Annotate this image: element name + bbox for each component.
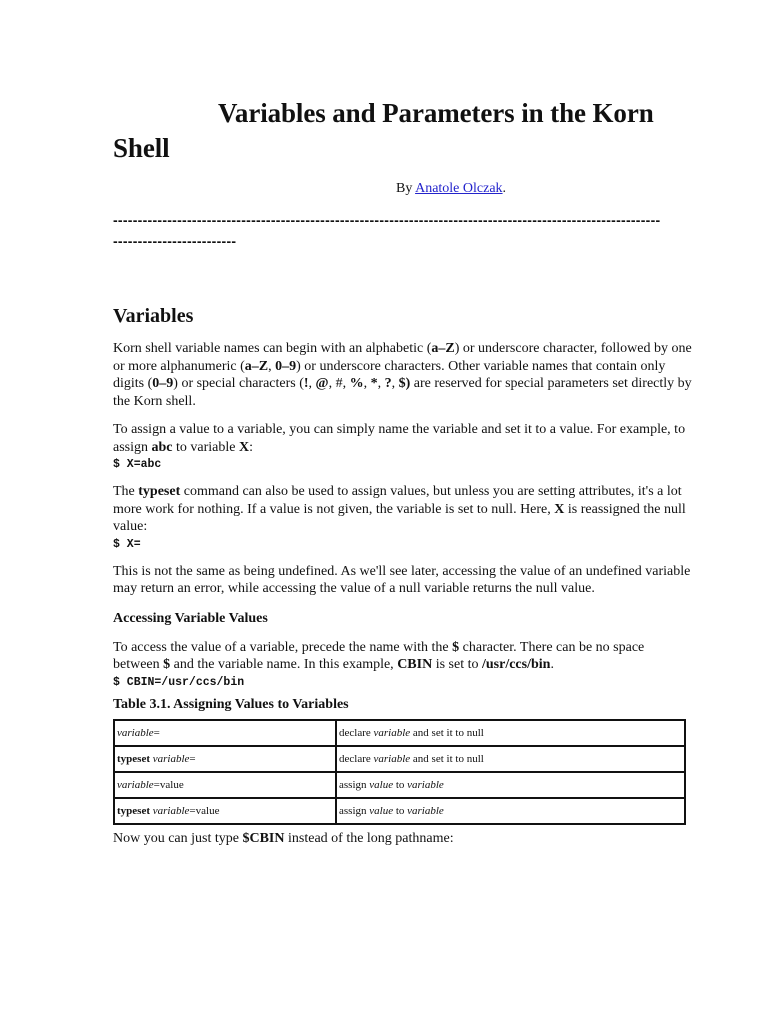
paragraph-typeset: [113, 483, 693, 536]
italic-text: variable: [117, 726, 154, 739]
table-row: [114, 720, 685, 746]
bold-text: @: [315, 376, 329, 391]
text: character. There can be no space between: [113, 639, 645, 672]
italic-text: value: [369, 804, 394, 817]
table-cell-description: [336, 746, 685, 772]
bold-text: $: [452, 639, 460, 655]
bold-text: *: [370, 376, 378, 391]
bold-text: a–Z: [244, 358, 269, 374]
table-cell-description: [336, 720, 685, 746]
text: to: [393, 778, 408, 791]
text: ,: [328, 376, 336, 391]
dashed-rule: ----------------------------------------------------------------------------------------------------------------------------------------: [113, 212, 661, 249]
text: instead of the long pathname:: [284, 830, 454, 846]
author-suffix: .: [502, 181, 507, 196]
table-row: [114, 746, 685, 772]
paragraph-access-value: [113, 639, 693, 674]
code-example-null: $ X=: [113, 537, 141, 551]
text: =value: [189, 804, 220, 817]
document-title: Variables and Parameters in the Korn Shell: [113, 98, 654, 163]
text: ,: [308, 376, 316, 391]
italic-text: variable: [150, 752, 190, 765]
text: are reserved for special parameters set directly by the Korn shell.: [113, 376, 692, 409]
text: ,: [377, 376, 385, 391]
by-label: By: [396, 181, 416, 196]
bold-text: !: [303, 376, 309, 391]
text: and set it to null: [410, 752, 484, 765]
bold-text: typeset: [117, 752, 150, 765]
italic-text: variable: [150, 804, 190, 817]
table-cell-description: [336, 772, 685, 798]
text: Korn shell variable names can begin with an alphabetic (: [113, 341, 432, 356]
assign-values-table: [113, 719, 686, 825]
text: ,: [342, 376, 350, 391]
text: The: [113, 484, 139, 499]
paragraph-variable-names: [113, 340, 693, 410]
table-cell-description: [336, 798, 685, 824]
text: is reassigned the null value:: [113, 501, 686, 534]
text: :: [249, 439, 253, 455]
text: =: [153, 726, 160, 739]
bold-text: X: [554, 501, 565, 517]
author-link[interactable]: Anatole Olczak: [415, 181, 503, 196]
bold-text: $): [398, 376, 411, 391]
paragraph-undefined: This is not the same as being undefined. As we'll see later, accessing the value of an undefined variable may return an error, while accessing the value of a null variable returns the null value.: [113, 563, 691, 596]
bold-text: typeset: [117, 804, 150, 817]
italic-text: variable: [117, 778, 154, 791]
text: To access the value of a variable, precede the name with the: [113, 639, 453, 655]
text: ,: [363, 376, 371, 391]
byline: [113, 180, 693, 198]
text: ) or special characters (: [173, 376, 304, 391]
code-example-assign: $ X=abc: [113, 458, 162, 471]
bold-text: /usr/ccs/bin: [481, 657, 551, 672]
text: To assign a value to a variable, you can simply name the variable and set it to a value. For example, to assign: [113, 422, 686, 455]
text: ,: [391, 376, 399, 391]
bold-text: $: [163, 657, 171, 672]
text: Now you can just type: [113, 830, 243, 846]
text: declare: [339, 726, 374, 739]
text: ,: [268, 358, 276, 374]
bold-text: abc: [151, 439, 173, 455]
text: to variable: [172, 439, 239, 455]
code-example-cbin: $ CBIN=/usr/ccs/bin: [113, 675, 245, 689]
italic-text: value: [369, 778, 394, 791]
text: to: [393, 804, 408, 817]
text: #: [335, 376, 343, 391]
text: =: [189, 752, 196, 765]
bold-text: 0–9: [152, 376, 174, 391]
bold-text: 0–9: [275, 358, 297, 374]
bold-text: typeset: [138, 484, 181, 499]
text: ) or underscore character, followed by one or more alphanumeric (: [113, 341, 692, 374]
paragraph-assign-value: [113, 421, 693, 456]
italic-text: variable: [373, 752, 411, 765]
paragraph-cbin-usage: [113, 830, 693, 848]
text: assign: [339, 804, 370, 817]
text: command can also be used to assign values, but unless you are setting attributes, it's a lot more work for nothing. If a value is not given, the variable is set to null. Here,: [113, 484, 682, 517]
section-heading-variables: Variables: [113, 305, 194, 327]
text: and the variable name. In this example,: [170, 657, 398, 672]
text: ) or underscore characters. Other variable names that contain only digits (: [113, 358, 666, 391]
table-caption: Table 3.1. Assigning Values to Variables: [113, 696, 349, 712]
table-row: [114, 798, 685, 824]
text: and set it to null: [410, 726, 484, 739]
text: is set to: [432, 657, 482, 672]
text: .: [550, 657, 554, 672]
text: assign: [339, 778, 370, 791]
bold-text: a–Z: [431, 341, 455, 356]
table-row: [114, 772, 685, 798]
table-cell-syntax: [114, 720, 336, 746]
bold-text: X: [238, 439, 250, 455]
bold-text: ?: [384, 376, 392, 391]
table-cell-syntax: [114, 772, 336, 798]
bold-text: %: [349, 376, 364, 391]
text: declare: [339, 752, 374, 765]
document-page: [113, 96, 693, 847]
text: =value: [153, 778, 184, 791]
table-cell-syntax: [114, 746, 336, 772]
italic-text: variable: [407, 804, 444, 817]
subheading-accessing-values: Accessing Variable Values: [113, 610, 268, 626]
italic-text: variable: [407, 778, 444, 791]
table-cell-syntax: [114, 798, 336, 824]
italic-text: variable: [373, 726, 411, 739]
bold-text: $CBIN: [242, 830, 285, 846]
bold-text: CBIN: [397, 657, 433, 672]
